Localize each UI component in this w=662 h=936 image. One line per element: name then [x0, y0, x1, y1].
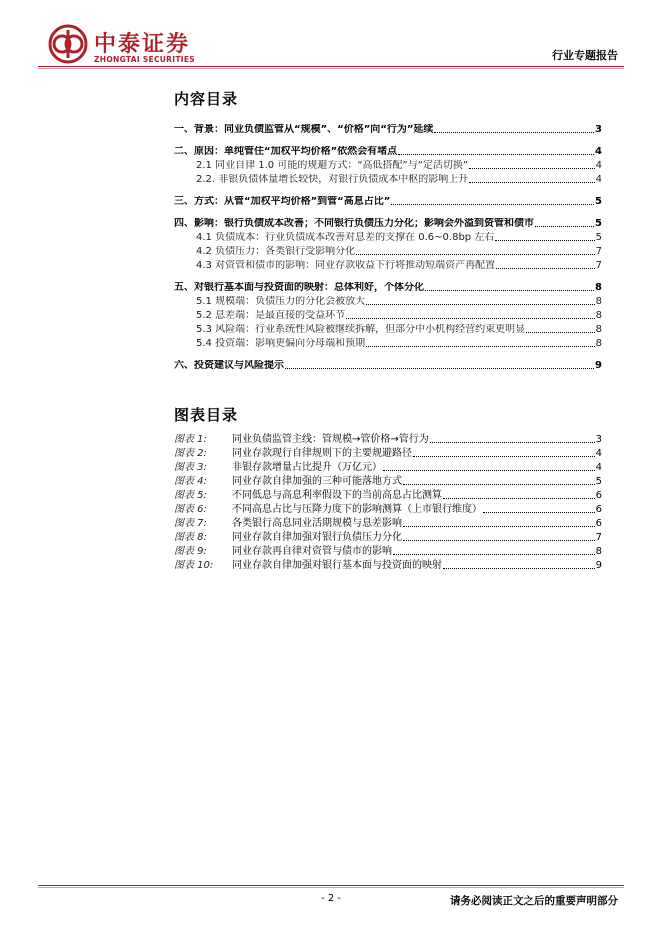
dot-leader [346, 318, 595, 319]
toc-entry-text: 四、影响：银行负债成本改善；不同银行负债压力分化；影响会外溢到资管和债市 [174, 218, 534, 229]
toc-entry-text: 5.1 规模端：负债压力的分化会被放大 [196, 296, 366, 307]
toc-entry-chapter[interactable] [174, 359, 602, 372]
toc-entry-text: 一、背景：同业负债监管从“规模”、“价格”向“行为”延续 [174, 124, 434, 135]
toc-entry-page: 4 [595, 146, 602, 157]
toc-entry-text: 4.3 对资管和债市的影响：同业存款收益下行将推动短端资产再配置 [196, 260, 496, 271]
dot-leader [496, 268, 595, 269]
toc-entry-section[interactable] [174, 296, 602, 308]
toc-entry-section[interactable] [174, 232, 602, 244]
logo-english-name: ZHONGTAI SECURITIES [94, 55, 195, 64]
dot-leader [356, 254, 595, 255]
toc-entry-chapter[interactable] [174, 145, 602, 158]
figure-title: 不同高息占比与压降力度下的影响测算（上市银行维度） [232, 504, 482, 515]
figure-list-entry[interactable] [174, 432, 602, 446]
figure-page: 5 [595, 476, 602, 487]
toc-entry-chapter[interactable] [174, 195, 602, 208]
toc-entry-text: 5.2 息差端：是最直接的受益环节 [196, 310, 346, 321]
toc-entry-text: 六、投资建议与风险提示 [174, 360, 284, 371]
figure-title: 同业存款自律加强对银行基本面与投资面的映射 [232, 560, 442, 571]
figure-title: 同业存款再自律对资管与债市的影响 [232, 546, 392, 557]
figure-page: 4 [595, 462, 602, 473]
page-number: - 2 - [321, 893, 341, 904]
toc-entry-page: 8 [595, 338, 602, 349]
dot-leader [403, 484, 595, 485]
dot-leader [443, 568, 595, 569]
figure-page: 8 [595, 546, 602, 557]
toc-entry-page: 9 [595, 360, 602, 371]
footer-divider [38, 885, 624, 886]
company-logo [48, 24, 228, 68]
dot-leader [434, 132, 594, 133]
dot-leader [425, 290, 594, 291]
figure-list-entry[interactable] [174, 516, 602, 530]
figure-label: 图表 4: [174, 476, 207, 487]
dot-leader [495, 240, 594, 241]
figure-label: 图表 2: [174, 448, 207, 459]
toc-list [174, 121, 602, 372]
dot-leader [383, 470, 595, 471]
toc-entry-section[interactable] [174, 310, 602, 322]
toc-entry-page: 8 [595, 324, 602, 335]
figure-list-title: 图表目录 [174, 406, 239, 424]
toc-entry-section[interactable] [174, 160, 602, 172]
toc-entry-page: 5 [595, 218, 602, 229]
toc-entry-page: 3 [595, 124, 602, 135]
dot-leader [398, 154, 594, 155]
toc-entry-page: 7 [595, 260, 602, 271]
figure-list-entry[interactable] [174, 502, 602, 516]
figure-list-entry[interactable] [174, 460, 602, 474]
toc-entry-text: 五、对银行基本面与投资面的映射：总体利好，个体分化 [174, 282, 424, 293]
figure-title: 不同低息与高息利率假设下的当前高息占比测算 [232, 490, 442, 501]
figure-list-entry[interactable] [174, 488, 602, 502]
figure-page: 7 [595, 532, 602, 543]
toc-entry-chapter[interactable] [174, 123, 602, 136]
dot-leader [403, 526, 595, 527]
toc-entry-section[interactable] [174, 338, 602, 350]
dot-leader [285, 368, 594, 369]
toc-entry-text: 5.4 投资端：影响更偏向分母端和预期 [196, 338, 366, 349]
figure-page: 3 [595, 434, 602, 445]
figure-page: 9 [595, 560, 602, 571]
figure-page: 4 [595, 448, 602, 459]
figure-label: 图表 7: [174, 518, 207, 529]
toc-entry-page: 5 [595, 232, 602, 243]
figure-title: 同业存款现行自律规则下的主要规避路径 [232, 448, 412, 459]
toc-entry-page: 8 [595, 296, 602, 307]
dot-leader [469, 168, 595, 169]
toc-entry-text: 三、方式：从管“加权平均价格”到管“高息占比” [174, 196, 391, 207]
figure-label: 图表 6: [174, 504, 207, 515]
footer-divider-secondary [38, 887, 624, 888]
figure-label: 图表 8: [174, 532, 207, 543]
header-divider-secondary [38, 68, 624, 69]
toc-entry-section[interactable] [174, 246, 602, 258]
toc-entry-page: 4 [595, 160, 602, 171]
figure-title: 非银存款增量占比提升（万亿元） [232, 462, 382, 473]
dot-leader [413, 456, 595, 457]
figure-list-entry[interactable] [174, 530, 602, 544]
figure-list-entry[interactable] [174, 446, 602, 460]
figure-title: 同业存款自律加强对银行负债压力分化 [232, 532, 402, 543]
dot-leader [430, 442, 595, 443]
figure-page: 6 [595, 490, 602, 501]
toc-entry-text: 5.3 风险端：行业系统性风险被继续拆解，但部分中小机构经营约束更明显 [196, 324, 526, 335]
toc-entry-page: 8 [595, 282, 602, 293]
toc-entry-chapter[interactable] [174, 217, 602, 230]
dot-leader [483, 512, 595, 513]
figure-label: 图表 10: [174, 560, 214, 571]
toc-entry-page: 5 [595, 196, 602, 207]
header-divider [38, 66, 624, 67]
toc-entry-section[interactable] [174, 174, 602, 186]
footer-disclaimer: 请务必阅读正文之后的重要声明部分 [450, 895, 618, 907]
toc-entry-section[interactable] [174, 260, 602, 272]
figure-list-entry[interactable] [174, 544, 602, 558]
logo-chinese-name: 中泰证券 [94, 32, 191, 57]
dot-leader [393, 554, 595, 555]
toc-entry-page: 7 [595, 246, 602, 257]
toc-entry-text: 4.2 负债压力：各类银行受影响分化 [196, 246, 356, 257]
figure-label: 图表 9: [174, 546, 207, 557]
dot-leader [469, 182, 594, 183]
figure-page: 6 [595, 518, 602, 529]
figure-page: 6 [595, 504, 602, 515]
toc-entry-text: 二、原因：单纯管住“加权平均价格”依然会有堵点 [174, 146, 398, 157]
dot-leader [535, 226, 594, 227]
dot-leader [526, 332, 595, 333]
figure-title: 同业存款自律加强的三种可能落地方式 [232, 476, 402, 487]
dot-leader [403, 540, 595, 541]
figure-label: 图表 1: [174, 434, 207, 445]
toc-entry-text: 4.1 负债成本：行业负债成本改善对息差的支撑在 0.6~0.8bp 左右 [196, 232, 495, 243]
figure-label: 图表 5: [174, 490, 207, 501]
toc-entry-page: 4 [595, 174, 602, 185]
toc-title: 内容目录 [174, 90, 239, 108]
toc-entry-page: 8 [595, 310, 602, 321]
zhongtai-logo-icon [48, 24, 88, 64]
toc-entry-chapter[interactable] [174, 281, 602, 294]
figure-list [174, 432, 602, 572]
figure-list-entry[interactable] [174, 474, 602, 488]
figure-title: 同业负债监管主线：管规模→管价格→管行为 [232, 434, 429, 445]
report-type: 行业专题报告 [552, 49, 618, 62]
toc-entry-section[interactable] [174, 324, 602, 336]
dot-leader [366, 304, 595, 305]
figure-title: 各类银行高息同业活期规模与息差影响 [232, 518, 402, 529]
figure-label: 图表 3: [174, 462, 207, 473]
dot-leader [443, 498, 595, 499]
dot-leader [391, 204, 594, 205]
figure-list-entry[interactable] [174, 558, 602, 572]
toc-entry-text: 2.2. 非银负债体量增长较快，对银行负债成本中枢的影响上升 [196, 174, 469, 185]
toc-entry-text: 2.1 同业自律 1.0 可能的规避方式：“高低搭配”与“定活切换” [196, 160, 469, 171]
dot-leader [366, 346, 595, 347]
